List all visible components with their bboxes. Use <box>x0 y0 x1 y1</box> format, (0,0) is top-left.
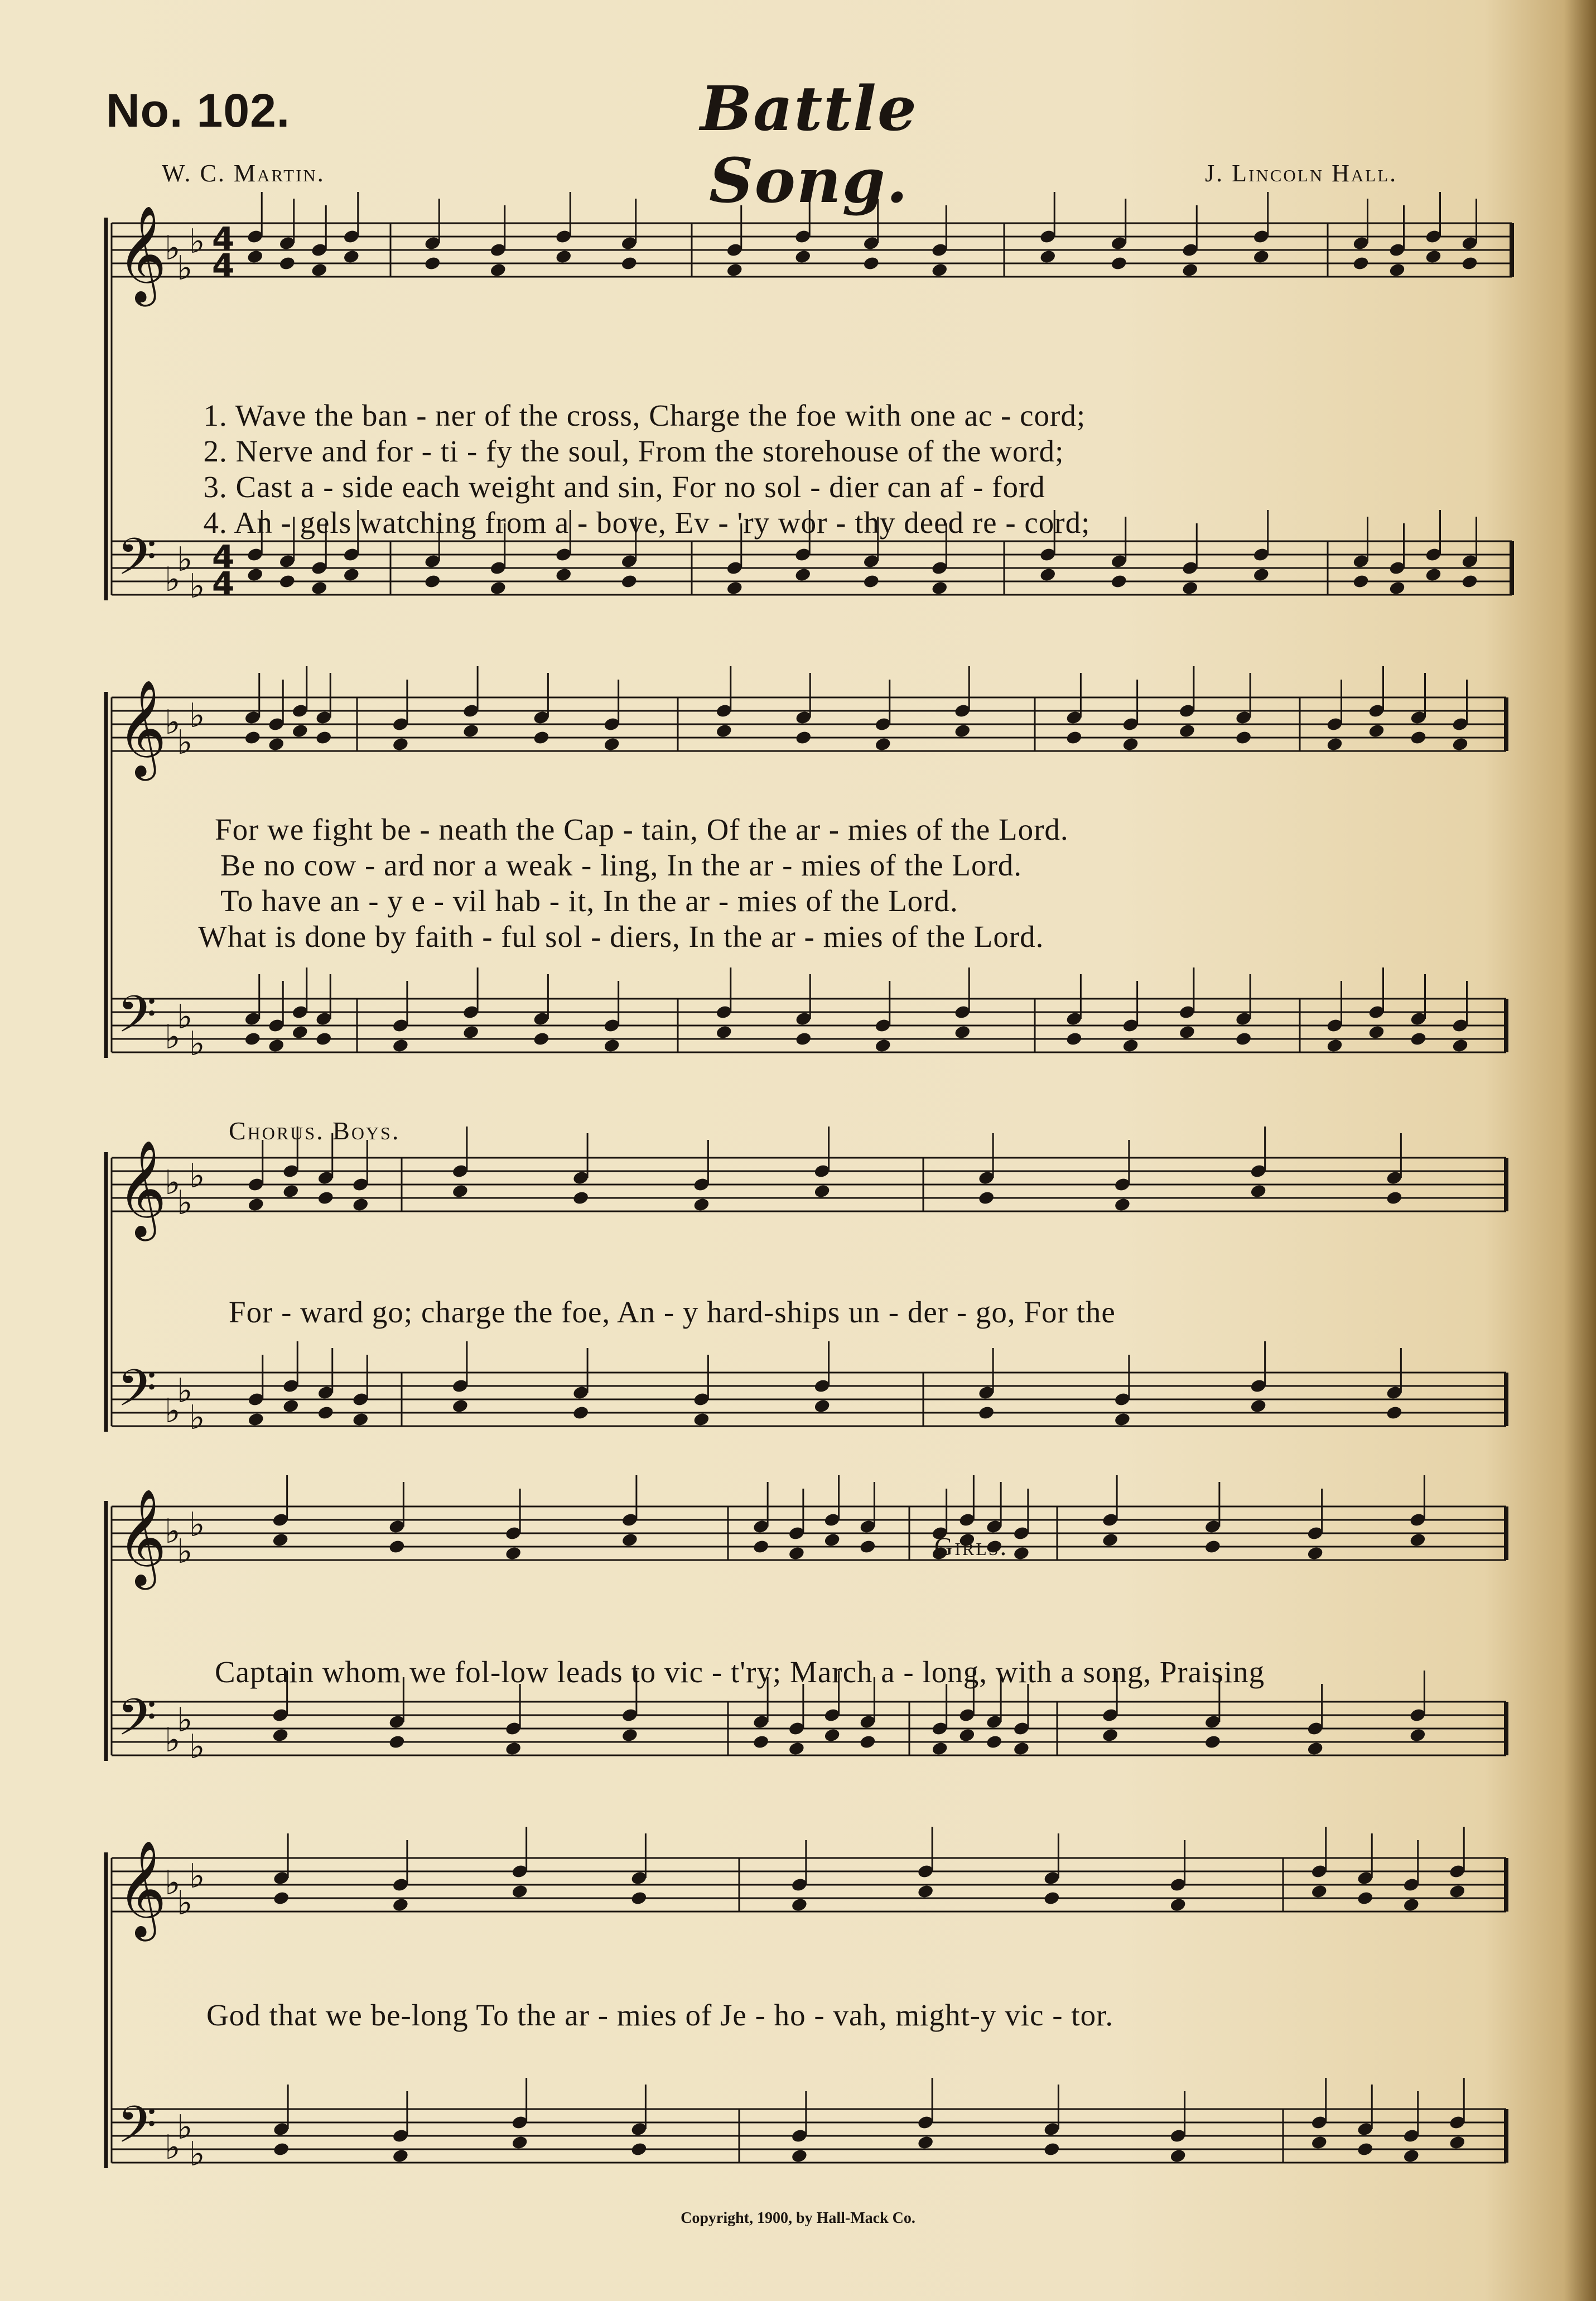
note-head <box>859 1539 876 1554</box>
note-head <box>291 1024 308 1040</box>
time-signature: 4 <box>212 247 235 285</box>
note-head <box>424 256 441 271</box>
note-head <box>795 730 812 745</box>
note-head <box>311 580 328 596</box>
note-head <box>343 567 360 583</box>
note-head <box>504 1546 522 1561</box>
note-head <box>244 1031 261 1047</box>
note-head <box>931 262 948 278</box>
verse-3-line-1: 3. Cast a - side each weight and sin, For no sol - dier can af - ford <box>203 470 1045 504</box>
note-head <box>621 1727 638 1743</box>
treble-clef: 𝄞 <box>117 205 167 302</box>
flat-sign: ♭ <box>189 2134 205 2174</box>
note-head <box>272 1532 289 1548</box>
bass-clef: 𝄢 <box>117 1359 157 1430</box>
note-head <box>388 1734 406 1750</box>
note-head <box>823 1727 841 1743</box>
note-head <box>1065 730 1083 745</box>
flat-sign: ♭ <box>165 1391 181 1431</box>
verse-4-line-2: What is done by faith - ful sol - diers, In the ar - mies of the Lord. <box>198 920 1044 954</box>
flat-sign: ♭ <box>177 248 193 288</box>
note-head <box>504 1741 522 1756</box>
flat-sign: ♭ <box>165 1511 181 1551</box>
verse-number: 3. <box>203 470 228 504</box>
note-head <box>874 736 891 752</box>
note-head <box>1425 567 1442 583</box>
note-head <box>462 1024 479 1040</box>
note-head <box>1113 1412 1131 1427</box>
bass-clef: 𝄢 <box>117 1688 157 1759</box>
verse-3-line-2: To have an - y e - vil hab - it, In the ar - mies of the Lord. <box>220 884 958 918</box>
note-head <box>462 723 479 739</box>
note-head <box>1461 256 1478 271</box>
note-head <box>1461 574 1478 589</box>
note-head <box>693 1412 710 1427</box>
note-head <box>752 1539 769 1554</box>
note-head <box>794 249 812 264</box>
note-head <box>291 723 308 739</box>
note-head <box>1250 1183 1267 1199</box>
note-head <box>352 1197 369 1212</box>
flat-sign: ♭ <box>165 1163 181 1202</box>
note-head <box>572 1190 589 1206</box>
note-head <box>533 730 550 745</box>
verse-number: 2. <box>203 434 228 468</box>
flat-sign: ♭ <box>189 566 205 606</box>
note-head <box>790 2148 808 2164</box>
note-head <box>1169 2148 1187 2164</box>
time-signature: 4 <box>212 565 235 603</box>
note-head <box>630 2141 648 2157</box>
note-head <box>620 256 638 271</box>
note-head <box>1012 1546 1030 1561</box>
note-head <box>1250 1398 1267 1414</box>
note-head <box>533 1031 550 1047</box>
note-head <box>977 1190 995 1206</box>
note-head <box>788 1546 805 1561</box>
note-head <box>1122 1038 1139 1053</box>
note-head <box>1368 1024 1385 1040</box>
note-head <box>1452 1038 1469 1053</box>
note-head <box>1182 580 1199 596</box>
note-head <box>1352 256 1370 271</box>
note-head <box>917 1884 934 1899</box>
note-head <box>247 567 264 583</box>
note-head <box>244 730 261 745</box>
time-signature: 4 <box>212 538 235 576</box>
note-head <box>1388 262 1406 278</box>
note-head <box>1039 567 1057 583</box>
note-head <box>630 1890 648 1906</box>
note-head <box>315 1031 332 1047</box>
chorus-line-3: God that we be-long To the ar - mies of Je - ho - vah, might-y vic - tor. <box>206 1998 1114 2032</box>
note-head <box>790 1897 808 1913</box>
note-head <box>1235 1031 1252 1047</box>
note-head <box>451 1398 469 1414</box>
treble-clef: 𝄞 <box>117 1840 167 1937</box>
note-head <box>489 580 507 596</box>
note-head <box>1169 1897 1187 1913</box>
note-head <box>1425 249 1442 264</box>
verse-2-line-2: Be no cow - ard nor a weak - ling, In the ar - mies of the Lord. <box>220 848 1023 882</box>
note-head <box>603 1038 620 1053</box>
flat-sign: ♭ <box>165 1863 181 1903</box>
note-head <box>1110 574 1127 589</box>
flat-sign: ♭ <box>189 1398 205 1437</box>
hymn-number: No. 102. <box>106 84 291 137</box>
note-head <box>511 1884 528 1899</box>
flat-sign: ♭ <box>189 696 205 735</box>
note-head <box>1012 1741 1030 1756</box>
note-head <box>1386 1405 1403 1421</box>
note-head <box>247 1197 264 1212</box>
note-head <box>1252 567 1270 583</box>
note-head <box>693 1197 710 1212</box>
note-head <box>272 2141 290 2157</box>
note-head <box>795 1031 812 1047</box>
hymn-title: Battle Song. <box>700 73 918 216</box>
note-head <box>268 1038 285 1053</box>
note-head <box>917 2135 934 2150</box>
author-credit: W. C. Martin. <box>162 160 325 187</box>
note-head <box>1204 1539 1221 1554</box>
note-head <box>1388 580 1406 596</box>
note-head <box>388 1539 406 1554</box>
note-head <box>272 1890 290 1906</box>
composer-credit: J. Lincoln Hall. <box>1205 160 1398 187</box>
flat-sign: ♭ <box>177 1700 193 1740</box>
time-signature: 4 <box>212 220 235 258</box>
note-head <box>1352 574 1370 589</box>
note-head <box>315 730 332 745</box>
note-head <box>1449 1884 1466 1899</box>
note-head <box>1039 249 1057 264</box>
flat-sign: ♭ <box>189 222 205 261</box>
note-head <box>1326 1038 1343 1053</box>
note-head <box>511 2135 528 2150</box>
treble-clef: 𝄞 <box>117 680 167 777</box>
flat-sign: ♭ <box>177 1183 193 1222</box>
flat-sign: ♭ <box>165 1720 181 1760</box>
note-head <box>1101 1532 1118 1548</box>
note-head <box>451 1183 469 1199</box>
flat-sign: ♭ <box>189 1856 205 1896</box>
note-head <box>247 1412 264 1427</box>
note-head <box>1402 2148 1420 2164</box>
bass-clef: 𝄢 <box>117 985 157 1056</box>
note-head <box>1122 736 1139 752</box>
note-head <box>1357 2141 1374 2157</box>
flat-sign: ♭ <box>189 1505 205 1544</box>
note-head <box>555 567 572 583</box>
flat-sign: ♭ <box>177 2107 193 2147</box>
note-head <box>1310 2135 1328 2150</box>
flat-sign: ♭ <box>177 723 193 762</box>
flat-sign: ♭ <box>189 1024 205 1063</box>
note-head <box>1386 1190 1403 1206</box>
note-head <box>1409 1727 1426 1743</box>
verse-1-line-1: 1. Wave the ban - ner of the cross, Charge the foe with one ac - cord; <box>203 398 1086 432</box>
note-head <box>1065 1031 1083 1047</box>
system-brackets <box>106 218 112 2168</box>
note-head <box>392 1038 409 1053</box>
note-head <box>715 1024 732 1040</box>
note-head <box>1110 256 1127 271</box>
note-head <box>1235 730 1252 745</box>
flat-sign: ♭ <box>165 560 181 599</box>
note-head <box>862 574 880 589</box>
note-head <box>317 1405 334 1421</box>
note-head <box>1409 1532 1426 1548</box>
flat-sign: ♭ <box>165 1017 181 1057</box>
note-head <box>1310 1884 1328 1899</box>
note-head <box>311 262 328 278</box>
note-head <box>1182 262 1199 278</box>
flat-sign: ♭ <box>177 1883 193 1923</box>
flat-sign: ♭ <box>165 702 181 742</box>
note-head <box>620 574 638 589</box>
flat-sign: ♭ <box>189 1727 205 1766</box>
note-head <box>572 1405 589 1421</box>
copyright-notice: Copyright, 1900, by Hall-Mack Co. <box>681 2209 915 2227</box>
note-head <box>985 1734 1002 1750</box>
verse-1-line-2: For we fight be - neath the Cap - tain, Of the ar - mies of the Lord. <box>215 812 1069 846</box>
note-head <box>1449 2135 1466 2150</box>
note-head <box>931 580 948 596</box>
flat-sign: ♭ <box>189 1156 205 1196</box>
flat-sign: ♭ <box>177 1371 193 1411</box>
note-head <box>1101 1727 1118 1743</box>
note-head <box>862 256 880 271</box>
flat-sign: ♭ <box>165 2127 181 2167</box>
bass-clef: 𝄢 <box>117 527 157 599</box>
note-head <box>715 723 732 739</box>
note-head <box>1368 723 1385 739</box>
note-head <box>272 1727 289 1743</box>
note-head <box>1043 1890 1060 1906</box>
treble-clef: 𝄞 <box>117 1489 167 1586</box>
note-head <box>1410 730 1427 745</box>
girls-label: Girls. <box>934 1532 1009 1561</box>
verse-2-line-1: 2. Nerve and for - ti - fy the soul, From the storehouse of the word; <box>203 434 1064 468</box>
treble-clef: 𝄞 <box>117 1140 167 1237</box>
note-head <box>954 1024 971 1040</box>
note-head <box>726 580 743 596</box>
note-head <box>794 567 812 583</box>
note-head <box>1306 1741 1324 1756</box>
note-head <box>726 262 743 278</box>
note-head <box>278 256 296 271</box>
note-head <box>1043 2141 1060 2157</box>
verse-number: 4. <box>203 506 228 540</box>
note-head <box>603 736 620 752</box>
note-head <box>352 1412 369 1427</box>
note-head <box>282 1183 300 1199</box>
note-head <box>278 574 296 589</box>
note-head <box>874 1038 891 1053</box>
note-head <box>392 1897 409 1913</box>
note-head <box>931 1741 948 1756</box>
bass-clef: 𝄢 <box>117 2095 157 2167</box>
note-head <box>752 1734 769 1750</box>
verse-number: 1. <box>203 398 228 432</box>
flat-sign: ♭ <box>177 1532 193 1571</box>
note-head <box>958 1727 976 1743</box>
note-head <box>954 723 971 739</box>
note-head <box>392 736 409 752</box>
chorus-line-1: For - ward go; charge the foe, An - y hard-ships un - der - go, For the <box>229 1295 1116 1329</box>
flat-sign: ♭ <box>177 997 193 1037</box>
note-head <box>788 1741 805 1756</box>
note-head <box>1326 736 1343 752</box>
note-head <box>1357 1890 1374 1906</box>
note-head <box>1113 1197 1131 1212</box>
chorus-label: Chorus. Boys. <box>229 1116 401 1145</box>
flat-sign: ♭ <box>177 540 193 579</box>
note-head <box>1252 249 1270 264</box>
note-head <box>424 574 441 589</box>
flat-sign: ♭ <box>165 228 181 268</box>
note-head <box>489 262 507 278</box>
note-head <box>1452 736 1469 752</box>
note-head <box>343 249 360 264</box>
note-head <box>555 249 572 264</box>
note-head <box>823 1532 841 1548</box>
note-head <box>813 1183 831 1199</box>
chorus-line-2: Captain whom we fol-low leads to vic - t'ry; March a - long, with a song, Praising <box>215 1655 1265 1689</box>
note-head <box>813 1398 831 1414</box>
note-head <box>1410 1031 1427 1047</box>
note-head <box>282 1398 300 1414</box>
note-head <box>621 1532 638 1548</box>
note-head <box>1178 1024 1195 1040</box>
verse-4-line-1: 4. An - gels watching from a - bove, Ev - 'ry wor - thy deed re - cord; <box>203 506 1091 540</box>
note-head <box>392 2148 409 2164</box>
note-head <box>317 1190 334 1206</box>
note-head <box>1402 1897 1420 1913</box>
note-head <box>859 1734 876 1750</box>
note-head <box>268 736 285 752</box>
note-head <box>977 1405 995 1421</box>
note-head <box>1306 1546 1324 1561</box>
note-head <box>1178 723 1195 739</box>
note-head <box>247 249 264 264</box>
note-head <box>1204 1734 1221 1750</box>
